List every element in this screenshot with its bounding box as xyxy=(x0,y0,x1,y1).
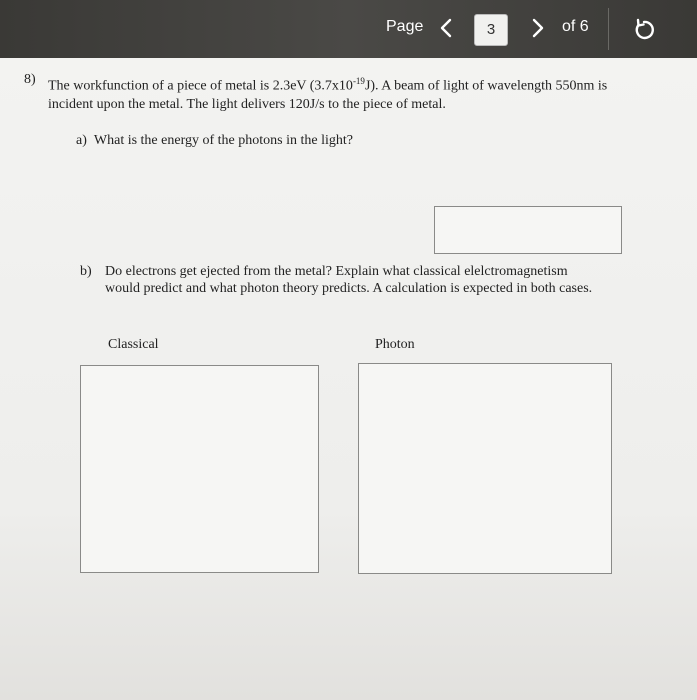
answer-box-classical[interactable] xyxy=(80,365,319,573)
page-navigation-bar xyxy=(0,0,697,58)
part-b-text: Do electrons get ejected from the metal? Explain what classical elelctromagnetism would predict and what photon theory predicts. A calculation is expected in both cases. xyxy=(105,264,593,296)
previous-page-button[interactable] xyxy=(432,13,460,43)
reload-button[interactable] xyxy=(630,16,658,44)
part-b-label: b) xyxy=(80,264,92,279)
question-number: 8) xyxy=(24,72,36,87)
question-text-part2: J). A beam of light of wavelength 550nm is incident upon the metal. The light delivers 120J/s to the piece of metal. xyxy=(48,78,608,112)
page-number-input[interactable]: 3 xyxy=(474,14,508,46)
photon-label: Photon xyxy=(375,337,415,352)
chevron-right-icon xyxy=(531,18,545,38)
page-label: Page xyxy=(386,18,424,35)
next-page-button[interactable] xyxy=(524,13,552,43)
question-text xyxy=(48,72,608,114)
answer-box-photon[interactable] xyxy=(358,363,612,574)
toolbar-divider xyxy=(608,8,609,50)
part-a xyxy=(76,133,353,149)
chevron-left-icon xyxy=(439,18,453,38)
total-pages-label: of 6 xyxy=(562,18,589,35)
exponent: -19 xyxy=(352,76,365,86)
classical-label: Classical xyxy=(108,337,159,352)
part-a-label: a) xyxy=(76,133,87,148)
answer-box-a[interactable] xyxy=(434,206,622,254)
document-page xyxy=(0,58,697,700)
reload-icon xyxy=(630,16,658,44)
question-text-part1: The workfunction of a piece of metal is 2.3eV (3.7x10 xyxy=(48,78,353,94)
part-a-text: What is the energy of the photons in the light? xyxy=(93,133,353,148)
